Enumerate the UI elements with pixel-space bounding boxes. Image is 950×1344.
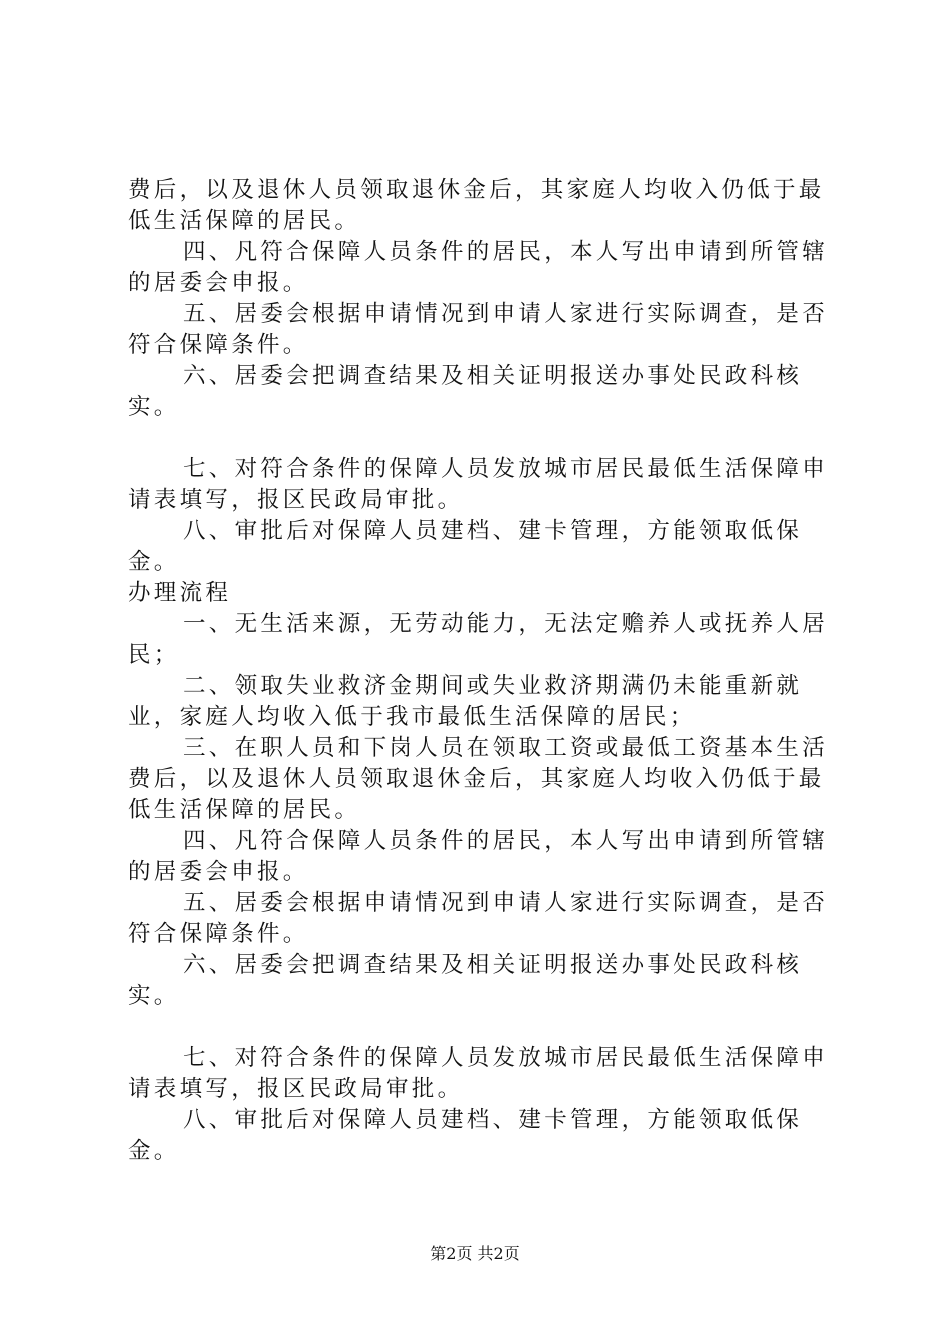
section-heading: 办理流程 (128, 580, 232, 606)
paragraph-step-5: 五、居委会根据申请情况到申请人家进行实际调查，是否符合保障条件。 (128, 301, 829, 358)
page-number-footer: 第2页 共2页 (430, 1244, 520, 1263)
paragraph-item-6: 六、居委会把调查结果及相关证明报送办事处民政科核实。 (128, 952, 803, 1009)
paragraph-item-2: 二、领取失业救济金期间或失业救济期满仍未能重新就业，家庭人均收入低于我市最低生活保障的居民； (128, 673, 803, 730)
paragraph-item-4: 四、凡符合保障人员条件的居民，本人写出申请到所管辖的居委会申报。 (128, 828, 829, 885)
paragraph-continued: 费后，以及退休人员领取退休金后，其家庭人均收入仍低于最低生活保障的居民。 (128, 177, 825, 234)
paragraph-step-7: 七、对符合条件的保障人员发放城市居民最低生活保障申请表填写，报区民政局审批。 (128, 456, 829, 513)
paragraph-item-5: 五、居委会根据申请情况到申请人家进行实际调查，是否符合保障条件。 (128, 890, 829, 947)
paragraph-item-7: 七、对符合条件的保障人员发放城市居民最低生活保障申请表填写，报区民政局审批。 (128, 1045, 829, 1102)
paragraph-step-6: 六、居委会把调查结果及相关证明报送办事处民政科核实。 (128, 363, 803, 420)
paragraph-item-1: 一、无生活来源，无劳动能力，无法定赡养人或抚养人居民； (128, 611, 829, 668)
paragraph-item-3: 三、在职人员和下岗人员在领取工资或最低工资基本生活费后，以及退休人员领取退休金后，其家庭人均收入仍低于最低生活保障的居民。 (128, 735, 829, 823)
document-body (128, 175, 848, 1167)
paragraph-item-8: 八、审批后对保障人员建档、建卡管理，方能领取低保金。 (128, 1107, 803, 1164)
paragraph-step-8: 八、审批后对保障人员建档、建卡管理，方能领取低保金。 (128, 518, 803, 575)
paragraph-step-4: 四、凡符合保障人员条件的居民，本人写出申请到所管辖的居委会申报。 (128, 239, 829, 296)
